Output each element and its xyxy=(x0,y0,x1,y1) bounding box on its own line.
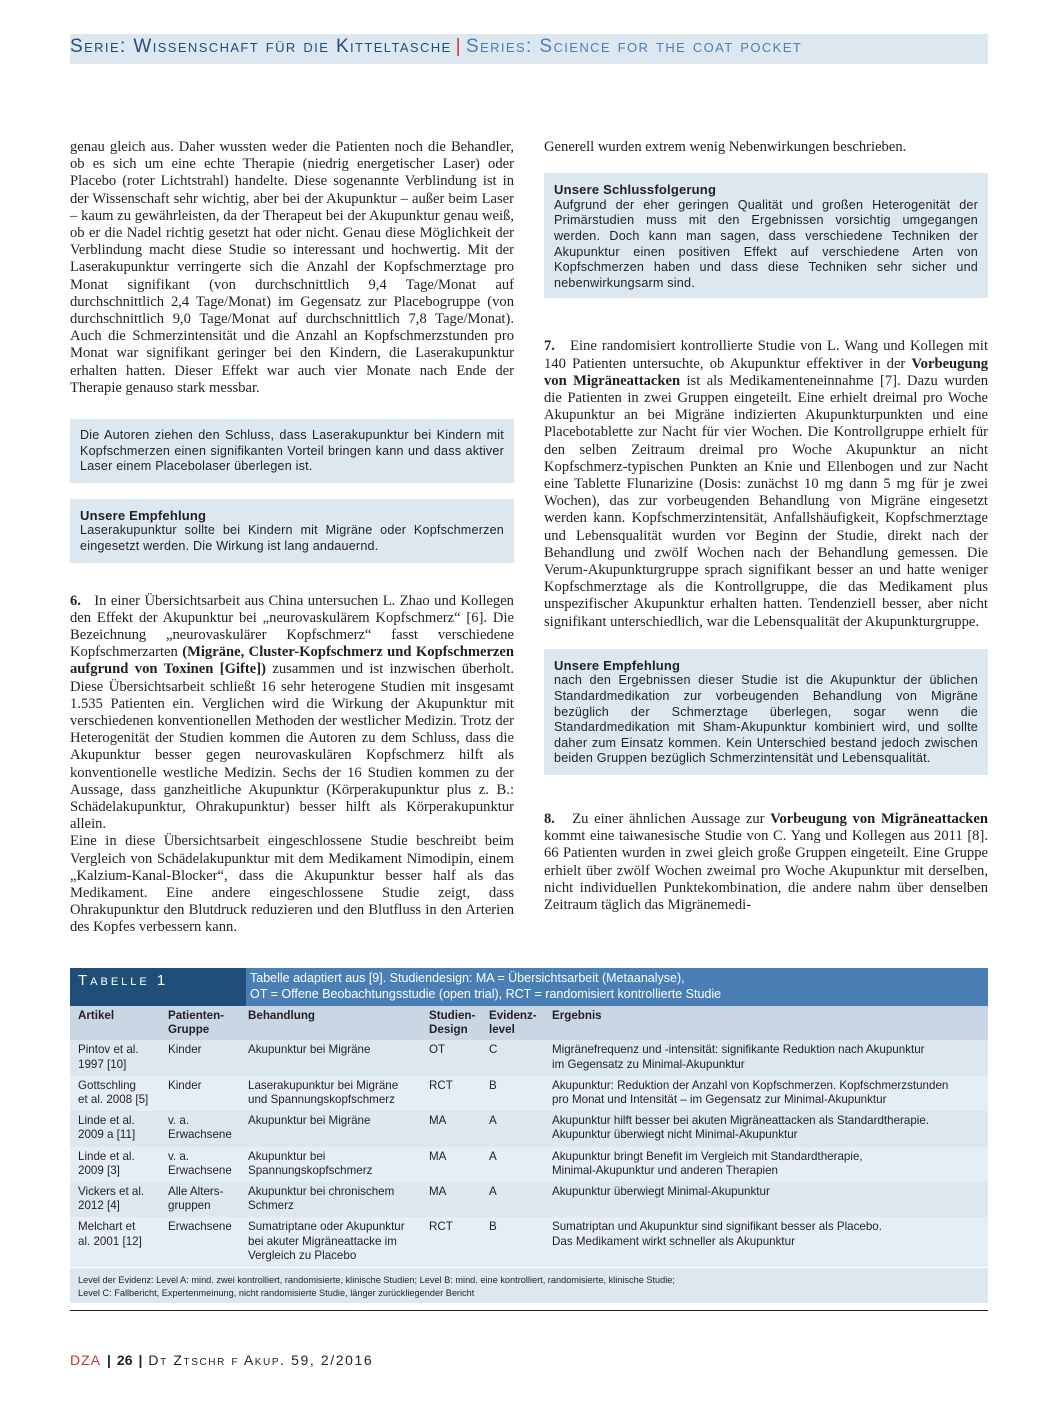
paragraph: genau gleich aus. Daher wussten weder die Patienten noch die Behandler, ob es sich um eine echte Therapie (niedrig energetischer Laser) oder Placebo (roter Lichtstrahl) handelte. Diese sogenannte Verblindung ist in der Wissenschaft sehr wichtig, aber bei der Akupunktur – außer beim Laser – kaum zu gewährleisten, da der Therapeut bei der Akupunktur genau weiß, ob er die Nadel richtig gesetzt hat oder nicht. Genau diese Möglichkeit der Verblindung macht diese Studie so interessant und hochwertig. Mit der Laserakupunktur verringerte sich die Anzahl der Kopfschmerztage pro Monat signifikant (von durchschnittlich 9,4 Tage/Monat auf durchschnittlich 2,4 Tage/Monat) im Gegensatz zur Placebogruppe (von durchschnittlich 9,0 Tage/Monat auf durchschnittlich 7,8 Tage/Monat). Auch die Schmerzintensität und die Anzahl an Kopfschmerzstunden pro Monat war signifikant geringer bei den Kindern, die Laserakupunktur erhalten hatten. Dieser Effekt war auch vier Monate nach Ende der Therapie genauso stark messbar. xyxy=(70,139,514,396)
cell-study-design: MA xyxy=(421,1111,481,1146)
table-row xyxy=(70,1182,988,1217)
cell-evidence-level: A xyxy=(481,1182,544,1217)
section-8 xyxy=(544,811,988,914)
cell-article: Vickers et al. 2012 [4] xyxy=(70,1182,160,1217)
cell-result: Akupunktur hilft besser bei akuten Migräneattacken als Standardtherapie. Akupunktur überwiegt nicht Minimal-Akupunktur xyxy=(544,1111,988,1146)
column-header: Artikel xyxy=(70,1006,160,1040)
footer-rule xyxy=(70,1310,988,1311)
left-column xyxy=(70,139,514,937)
table-caption-line: Tabelle adaptiert aus [9]. Studiendesign: MA = Übersichtsarbeit (Metaanalyse), xyxy=(250,971,685,985)
cell-study-design: RCT xyxy=(421,1076,481,1111)
right-column xyxy=(544,139,988,914)
section-text: zusammen und ist inzwischen überholt. Diese Übersichtsarbeit schließt 16 sehr heterogene Studien mit insgesamt 1.535 Patienten ein. Verglichen wird die Wirkung der Akupunktur mit verschiedenen konventionellen Methoden der westlicher Medizin. Trotz der Heterogenität der Studien kommen die Autoren zu dem Schluss, dass die Akupunktur besser gegen neurovaskulären Kopfschmerz hilft als konventionelle westliche Medizin. Sechs der 16 Studien kommen zu der Aussage, dass ganzheitliche Akupunktur (Körperakupunktur plus z. B.: Schädelakupunktur, Ohrakupunktur) besser hilft als Körperakupunktur allein. xyxy=(70,661,514,833)
table-column-headers xyxy=(70,1006,988,1040)
cell-evidence-level: A xyxy=(481,1111,544,1146)
cell-evidence-level: B xyxy=(481,1076,544,1111)
section-text: Zu einer ähnlichen Aussage zur xyxy=(572,810,771,827)
table-row xyxy=(70,1040,988,1075)
cell-result: Akupunktur bringt Benefit im Vergleich mit Standardtherapie, Minimal-Akupunktur und anderen Therapien xyxy=(544,1147,988,1182)
table-row xyxy=(70,1111,988,1146)
recommendation-box xyxy=(544,654,988,775)
journal-citation: Dt Ztschr f Akup. 59, 2/2016 xyxy=(148,1352,374,1368)
section-number: 8. xyxy=(544,810,555,827)
conclusion-box xyxy=(544,178,988,298)
series-title-separator: | xyxy=(455,36,462,57)
journal-logo: DZA xyxy=(70,1352,101,1368)
section-emphasis: Vorbeugung von Migräneattacken xyxy=(770,810,988,827)
recommendation-box xyxy=(70,504,514,563)
cell-result: Migränefrequenz und -intensität: signifikante Reduktion nach Akupunktur im Gegensatz zu Minimal-Akupunktur xyxy=(544,1040,988,1075)
cell-treatment: Sumatriptane oder Akupunktur bei akuter Migräneattacke im Vergleich zu Placebo xyxy=(240,1217,421,1267)
recommendation-text: Laserakupunktur sollte bei Kindern mit Migräne oder Kopfschmerzen eingesetzt werden. Die Wirkung ist lang andauernd. xyxy=(80,523,504,554)
table-row xyxy=(70,1076,988,1111)
cell-patient-group: Kinder xyxy=(160,1040,240,1075)
table-label: Tabelle 1 xyxy=(70,968,246,1006)
conclusion-text: Aufgrund der eher geringen Qualität und großen Heterogenität der Primärstudien muss mit den Ergebnissen vorsichtig umgegangen werden. Doch kann man sagen, dass verschiedene Techniken der Akupunktur einen positiven Effekt auf verschiedene Arten von Kopfschmerzen haben und dass diese Techniken sehr sicher und nebenwirkungsarm sind. xyxy=(554,197,978,290)
cell-patient-group: Kinder xyxy=(160,1076,240,1111)
cell-evidence-level: B xyxy=(481,1217,544,1267)
cell-patient-group: v. a. Erwachsene xyxy=(160,1111,240,1146)
paragraph: Eine in diese Übersichtsarbeit eingeschlossene Studie beschreibt beim Vergleich von Schädelakupunktur mit dem Medikament Nimodipin, einem „Kalzium-Kanal-Blocker“, dass die Akupunktur besser half als das Medikament. Eine andere eingeschlossene Studie zeigt, dass Ohrakupunktur den Blutdruck reduzieren und den Blutfluss in den Arterien des Kopfes verbessern kann. xyxy=(70,833,514,936)
cell-treatment: Akupunktur bei chronischem Schmerz xyxy=(240,1182,421,1217)
column-header: Behandlung xyxy=(240,1006,421,1040)
cell-evidence-level: C xyxy=(481,1040,544,1075)
section-text: kommt eine taiwanesische Studie von C. Yang und Kollegen aus 2011 [8]. 66 Patienten wurden in zwei gleich große Gruppen eingeteilt. Eine Gruppe erhielt über zwölf Wochen zweimal pro Woche Akupunktur mit derselben, nicht individuellen Punktekombination, die andere nahm über denselben Zeitraum täglich das Migränemedi- xyxy=(544,828,988,913)
table-row xyxy=(70,1217,988,1267)
cell-study-design: OT xyxy=(421,1040,481,1075)
table-row xyxy=(70,1147,988,1182)
evidence-table xyxy=(70,968,988,1303)
cell-treatment: Akupunktur bei Migräne xyxy=(240,1040,421,1075)
column-header: Studien- Design xyxy=(421,1006,481,1040)
cell-study-design: MA xyxy=(421,1147,481,1182)
section-text: Eine randomisiert kontrollierte Studie von L. Wang und Kollegen mit 140 Patienten untersuchte, ob Akupunktur effektiver in der xyxy=(544,338,989,372)
recommendation-title: Unsere Empfehlung xyxy=(80,507,207,523)
conclusion-text: Die Autoren ziehen den Schluss, dass Laserakupunktur bei Kindern mit Kopfschmerzen einen signifikanten Vorteil bringen kann und dass aktiver Laser einem Placebolaser überlegen ist. xyxy=(80,428,504,474)
footnote-line: Level C: Fallbericht, Expertenmeinung, nicht randomisierte Studie, länger zurückliegender Bericht xyxy=(78,1287,475,1298)
series-title-en: Series: Science for the coat pocket xyxy=(465,36,803,57)
section-7 xyxy=(544,338,988,630)
cell-study-design: MA xyxy=(421,1182,481,1217)
cell-result: Akupunktur überwiegt Minimal-Akupunktur xyxy=(544,1182,988,1217)
column-header: Patienten- Gruppe xyxy=(160,1006,240,1040)
table-caption-line: OT = Offene Beobachtungsstudie (open trial), RCT = randomisiert kontrollierte Studie xyxy=(250,987,722,1001)
cell-article: Melchart et al. 2001 [12] xyxy=(70,1217,160,1267)
page-footer xyxy=(70,1352,373,1368)
footer-separator: | xyxy=(107,1352,111,1368)
conclusion-box xyxy=(70,419,514,483)
section-number: 6. xyxy=(70,592,81,609)
cell-treatment: Laserakupunktur bei Migräne und Spannungskopfschmerz xyxy=(240,1076,421,1111)
column-header: Evidenz- level xyxy=(481,1006,544,1040)
paragraph: Generell wurden extrem wenig Nebenwirkungen beschrieben. xyxy=(544,139,907,155)
cell-treatment: Akupunktur bei Migräne xyxy=(240,1111,421,1146)
column-header: Ergebnis xyxy=(544,1006,988,1040)
cell-article: Gottschling et al. 2008 [5] xyxy=(70,1076,160,1111)
table-footnote xyxy=(70,1267,988,1303)
section-text: ist als Medikamenteneinnahme [7]. Dazu wurden die Patienten in zwei Gruppen eingeteilt. Eine erhielt dreimal pro Woche Akupunktur an bei Migräne indizierten Akupunkturpunkten und eine Placebotablette zur Nacht für vier Wochen. Die Kontrollgruppe erhielt für den selben Zeitraum dreimal pro Woche Akupunktur an nicht Kopfschmerz-typischen Punkten an Knie und Ellenbogen und zur Nacht eine Tablette Flunarizine (Dosis: zunächst 10 mg dann 5 mg für je zwei Wochen), das zur vorbeugenden Behandlung von Migräne eingesetzt werden kann. Kopfschmerzintensität, Anfallshäufigkeit, Kopfschmerztage und Lebensqualität wurden vor Beginn der Studie, direkt nach der Behandlung und zwölf Wochen nach der Behandlung gemessen. Die Verum-Akupunkturgruppe sprach signifikant besser an und hatte weniger Kopfschmerztage als die Kontrollgruppe, die das Medikament plus unspezifischer Akupunktur erhalten hatten. Tendenziell besser, aber nicht signifikant unterschiedlich, war die Lebensqualität der Akupunkturgruppe. xyxy=(544,372,988,630)
section-emphasis: (Migräne, Cluster-Kopfschmerz und Kopfschmerzen aufgrund von Toxinen [Gifte]) xyxy=(70,644,514,678)
table-body xyxy=(70,1006,988,1267)
cell-article: Pintov et al. 1997 [10] xyxy=(70,1040,160,1075)
cell-article: Linde et al. 2009 [3] xyxy=(70,1147,160,1182)
cell-study-design: RCT xyxy=(421,1217,481,1267)
section-emphasis: Vorbeugung von Migräneattacken xyxy=(544,355,988,389)
series-title-de: Serie: Wissenschaft für die Kitteltasche xyxy=(70,36,452,57)
cell-evidence-level: A xyxy=(481,1147,544,1182)
section-6 xyxy=(70,593,514,834)
cell-patient-group: v. a. Erwachsene xyxy=(160,1147,240,1182)
cell-treatment: Akupunktur bei Spannungskopfschmerz xyxy=(240,1147,421,1182)
cell-result: Sumatriptan und Akupunktur sind signifikant besser als Placebo. Das Medikament wirkt schneller als Akupunktur xyxy=(544,1217,988,1267)
series-header xyxy=(70,34,988,64)
table-header xyxy=(70,968,988,1006)
table-caption xyxy=(246,968,988,1006)
recommendation-text: nach den Ergebnissen dieser Studie ist die Akupunktur der üblichen Standardmedikation zur vorbeugenden Behandlung von Migräne bezüglich der Schmerztage überlegen, sogar wenn die Standardmedikation mit Sham-Akupunktur kombiniert wird, und sollte daher zum Einsatz kommen. Kein Unterschied bestand jedoch zwischen beiden Gruppen bezüglich Schmerzintensität und Lebensqualität. xyxy=(554,673,978,766)
footer-separator: | xyxy=(138,1352,143,1368)
recommendation-title: Unsere Empfehlung xyxy=(554,657,681,673)
section-text: In einer Übersichtsarbeit aus China untersuchen L. Zhao und Kollegen den Effekt der Akupunktur bei „neurovaskulärem Kopfschmerz“ [6]. Die Bezeichnung „neurovaskulärer Kopfschmerz“ fasst verschiedene Kopfschmerzarten xyxy=(70,592,514,661)
conclusion-title: Unsere Schlussfolgerung xyxy=(554,182,717,198)
cell-patient-group: Erwachsene xyxy=(160,1217,240,1267)
footnote-line: Level der Evidenz: Level A: mind. zwei kontrolliert, randomisierte, klinische Studien; Level B: mind. eine kontrolliert, randomisierte, klinische Studie; xyxy=(78,1275,675,1286)
cell-result: Akupunktur: Reduktion der Anzahl von Kopfschmerzen. Kopfschmerzstunden pro Monat und Intensität – im Gegensatz zur Minimal-Akupunktur xyxy=(544,1076,988,1111)
page-number: 26 xyxy=(116,1352,133,1368)
section-number: 7. xyxy=(544,338,555,355)
cell-patient-group: Alle Alters- gruppen xyxy=(160,1182,240,1217)
series-title xyxy=(70,36,802,58)
cell-article: Linde et al. 2009 a [11] xyxy=(70,1111,160,1146)
